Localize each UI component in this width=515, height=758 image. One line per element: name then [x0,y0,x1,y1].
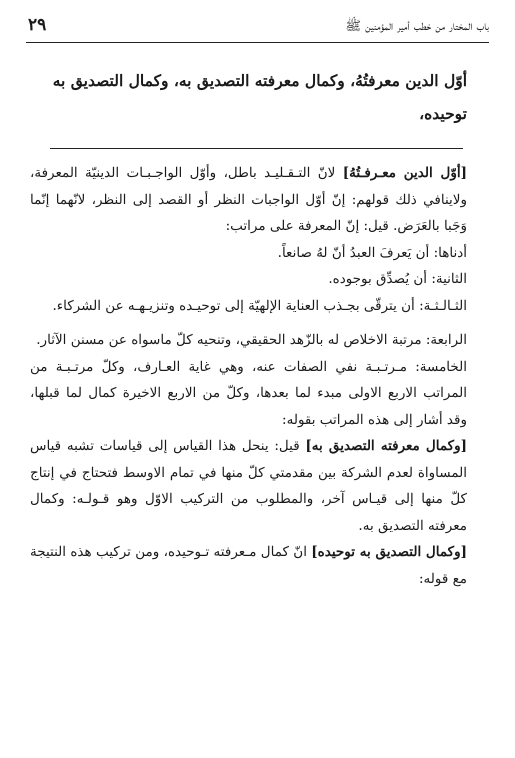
commentary-paragraph [30,293,467,320]
commentary-text: الثانية: أن يُصدِّق بوجوده. [328,271,467,287]
commentary-text: لانّ التـقـليـد باطل، وأوّل الواجـبـات الدينيّة المعرفة، ولاينافي ذلك قولهم: إنّ أوّل الواجبات النظر أو القصد إلى النظر، لانّهما إنّما وَجَبا بالعَرَض. قيل: إنّ المعرفة على مراتب: [30,165,467,234]
commentary-text: الخامسة: مـرتـبـة نفي الصفات عنه، وهي غاية العـارف، وكلّ مرتـبـة من المراتب الاربع الاولى مبدء لما بعدها، وكلّ من الاربع الاخيرة كمال لما قبلها، وقد أشار إلى هذه المراتب بقوله: [30,358,467,428]
commentary-lemma: [وكمال معرفته التصديق به] [305,438,467,454]
commentary-paragraph [30,539,467,592]
page-number: ٢٩ [28,15,47,35]
page-header [26,12,489,43]
commentary-paragraph [30,240,467,267]
commentary-text: قيل: ينحل هذا القياس إلى قياسات تشبه قياس المساواة لعدم الشركة بين مقدمتي كلّ منها في تمام الاوسط فتحتاج في إنتاج كلّ منها إلى قيـاس آخر، والمطلوب من التركيب الاوّل وهو قـولـه: وكمال معرفته التصديق به. [30,438,467,534]
commentary [30,160,467,592]
commentary-text: أدناها: أن يَعرفَ العبدُ أنّ لهُ صانعاً. [277,244,467,261]
commentary-paragraph [30,354,467,434]
divider-rule [50,148,463,149]
commentary-text: انّ كمال مـعرفته تـوحيده، ومن تركيب هذه النتيجة مع قوله: [30,544,467,587]
commentary-paragraph [30,433,467,539]
commentary-lemma: [أوّل الدين معـرفـتُهُ] [342,165,467,181]
commentary-text: الثـالـثـة: أن يترقّى بجـذب العناية الإلهيّة إلى توحيـده وتنزيـهـه عن الشركاء. [52,297,467,314]
commentary-lemma: [وكمال التصديق به توحيده] [311,544,467,560]
commentary-paragraph [30,327,467,354]
main-text: أوّل الدين معرفتُهُ، وكمال معرفته التصديق به، وكمال التصديق به توحيده، [52,71,467,123]
commentary-paragraph [30,160,467,240]
running-head: باب المختار من خطب أمير المؤمنين ﷺ [345,19,489,34]
commentary-paragraph [30,266,467,293]
commentary-text: الرابعة: مرتبة الاخلاص له بالزّهد الحقيقي، وتنحيه كلّ ماسواه عن مسنن الآثار. [36,332,467,348]
